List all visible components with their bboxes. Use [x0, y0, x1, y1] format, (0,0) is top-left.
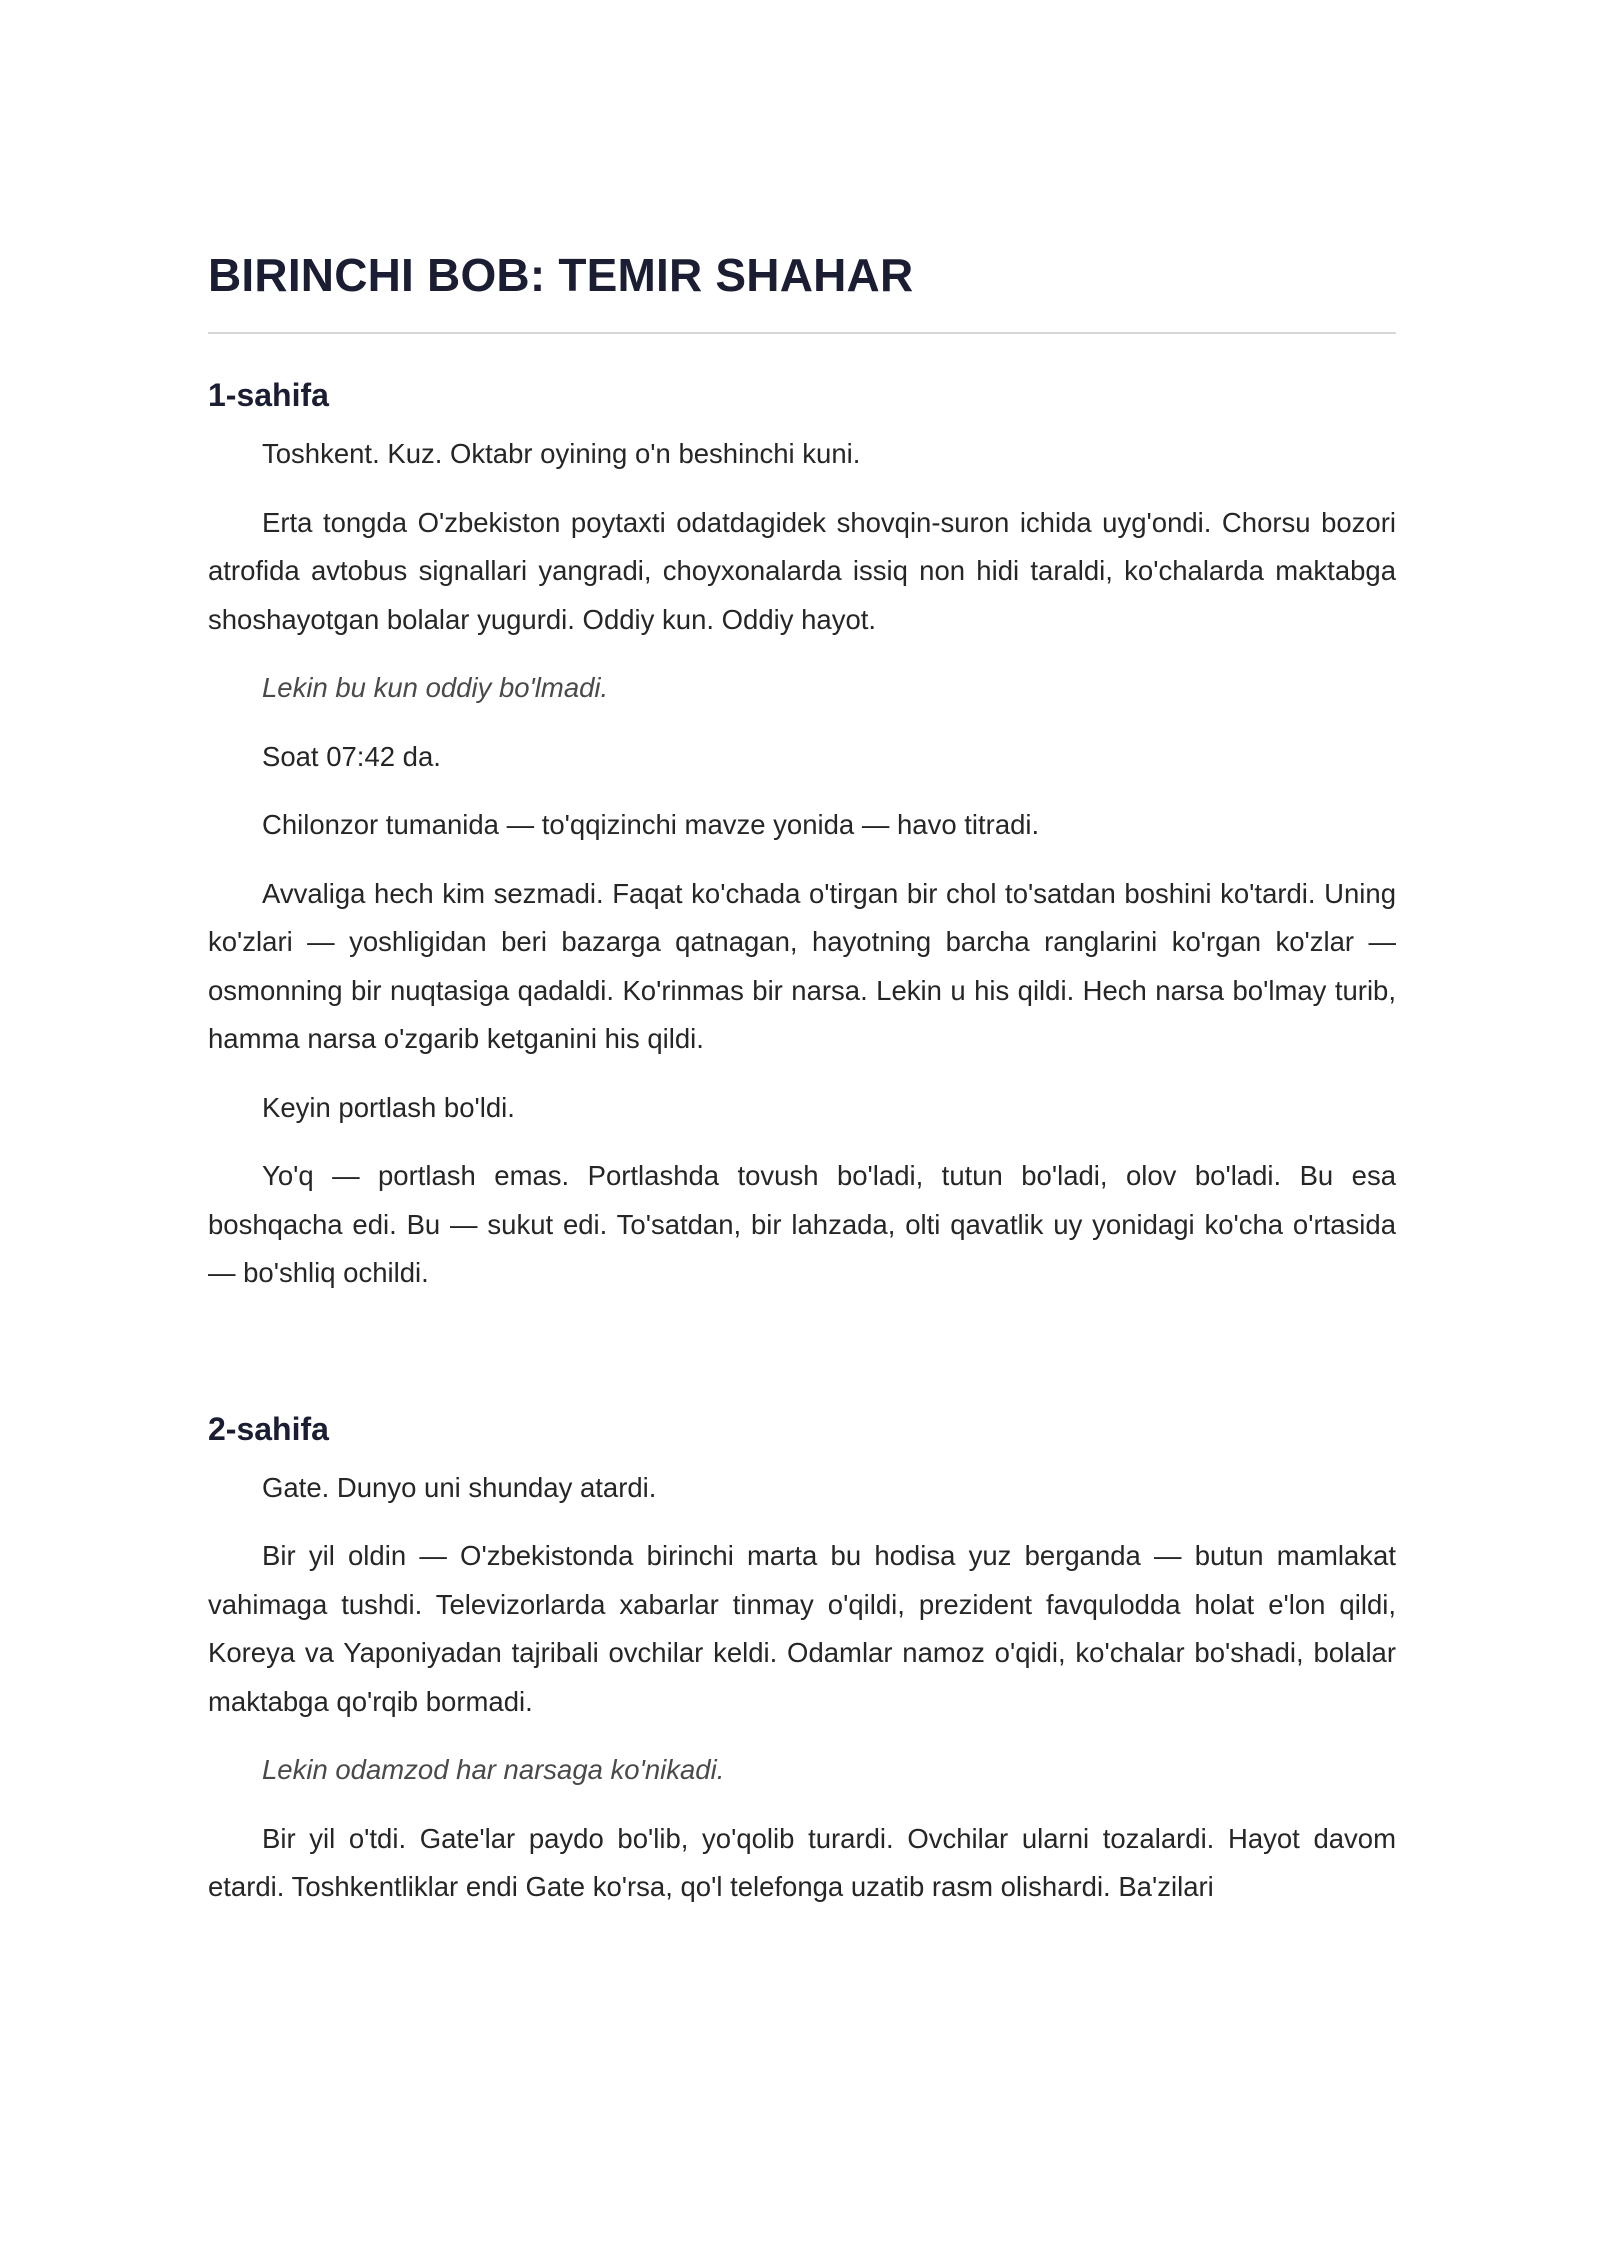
paragraph: Yo'q — portlash emas. Portlashda tovush bo'ladi, tutun bo'ladi, olov bo'ladi. Bu esa boshqacha edi. Bu — sukut edi. To'satdan, bir lahzada, olti qavatlik uy yonidagi ko'cha o'rtasida — bo'shliq ochildi. [208, 1160, 1396, 1288]
paragraph: Keyin portlash bo'ldi. [262, 1091, 515, 1123]
section-1 [208, 370, 1396, 1298]
paragraph: Avvaliga hech kim sezmadi. Faqat ko'chada o'tirgan bir chol to'satdan boshini ko'tardi. Uning ko'zlari — yoshligidan beri bazarga qatnagan, hayotning barcha ranglarini ko'rgan ko'zlar — osmonning bir nuqtasiga qadaldi. Ko'rinmas bir narsa. Lekin u his qildi. Hech narsa bo'lmay turib, hamma narsa o'zgarib ketganini his qildi. [208, 877, 1396, 1054]
italic-paragraph: Lekin odamzod har narsaga ko'nikadi. [262, 1754, 725, 1785]
paragraph: Toshkent. Kuz. Oktabr oyining o'n beshinchi kuni. [262, 438, 861, 469]
paragraph: Erta tongda O'zbekiston poytaxti odatdagidek shovqin-suron ichida uyg'ondi. Chorsu bozori atrofida avtobus signallari yangradi, choyxonalarda issiq non hidi taraldi, ko'chalarda maktabga shoshayotgan bolalar yugurdi. Oddiy kun. Oddiy hayot. [208, 506, 1396, 635]
title-divider [208, 332, 1396, 334]
paragraph: Gate. Dunyo uni shunday atardi. [262, 1471, 657, 1503]
section-2 [208, 1404, 1396, 1912]
paragraph: Bir yil oldin — O'zbekistonda birinchi marta bu hodisa yuz berganda — butun mamlakat vahimaga tushdi. Televizorlarda xabarlar tinmay o'qildi, prezident favqulodda holat e'lon qildi, Koreya va Yaponiyadan tajribali ovchilar keldi. Odamlar namoz o'qidi, ko'chalar bo'shadi, bolalar maktabga qo'rqib bormadi. [208, 1540, 1396, 1717]
document-page [208, 240, 1396, 1912]
chapter-title: BIRINCHI BOB: TEMIR SHAHAR [208, 249, 914, 301]
paragraph: Bir yil o'tdi. Gate'lar paydo bo'lib, yo'qolib turardi. Ovchilar ularni tozalardi. Hayot davom etardi. Toshkentliklar endi Gate ko'rsa, qo'l telefonga uzatib rasm olishardi. Ba'zilari [208, 1822, 1396, 1902]
paragraph: Chilonzor tumanida — to'qqizinchi mavze yonida — havo titradi. [262, 809, 1040, 840]
paragraph: Soat 07:42 da. [262, 740, 441, 772]
italic-paragraph: Lekin bu kun oddiy bo'lmadi. [262, 672, 609, 703]
section-heading: 2-sahifa [208, 1410, 329, 1447]
section-heading: 1-sahifa [208, 377, 329, 413]
